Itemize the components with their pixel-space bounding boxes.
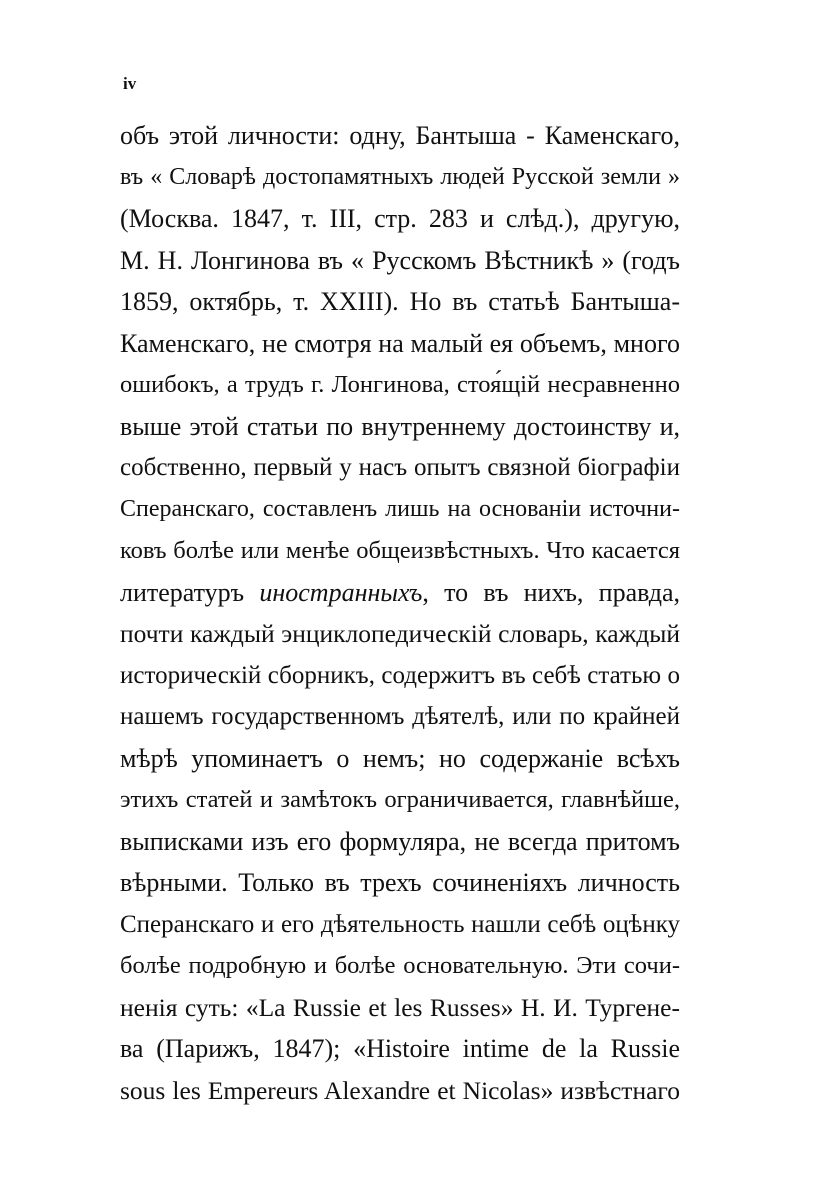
text-segment: литературъ	[120, 577, 260, 607]
text-line: Сперанскаго и его дѣятельность нашли себѣ оцѣнку	[120, 910, 680, 938]
text-line: (Москва. 1847, т. III, стр. 283 и слѣд.), другую,	[120, 204, 680, 233]
text-line: мѣрѣ упоминаетъ о немъ; но содержаніе всѣхъ	[120, 743, 680, 773]
text-line: болѣе подробную и болѣе основательную. Эти сочи-	[120, 952, 680, 979]
text-line: въ « Словарѣ достопамятныхъ людей Русской земли »	[120, 163, 680, 190]
text-line: Каменскаго, не смотря на малый ея объемъ, много	[120, 328, 680, 358]
text-line: ошибокъ, а трудъ г. Лонгинова, стоя́щій несравненно	[120, 371, 680, 398]
text-line: Сперанскаго, составленъ лишь на основаніи источни-	[120, 495, 680, 522]
text-line: ненія суть: «La Russie et les Russes» Н. И. Тургене-	[120, 992, 680, 1022]
text-line: ва (Парижъ, 1847); «Histoire intime de la Russie	[120, 1034, 680, 1063]
italic-word: иностранныхъ	[259, 577, 423, 607]
text-line: почти каждый энциклопедическій словарь, каждый	[120, 619, 680, 648]
text-line: 1859, октябрь, т. XXIII). Но въ статьѣ Бантыша-	[120, 287, 680, 316]
text-line: выписками изъ его формуляра, не всегда притомъ	[120, 826, 680, 856]
text-line: собственно, первый у насъ опытъ связной біографіи	[120, 454, 680, 481]
page-number: iv	[123, 74, 137, 93]
text-line: М. Н. Лонгинова въ « Русскомъ Вѣстникѣ » (годъ	[120, 245, 680, 275]
text-line: ковъ болѣе или менѣе общеизвѣстныхъ. Что касается	[120, 537, 680, 564]
text-line: историческій сборникъ, содержитъ въ себѣ статью о	[120, 661, 680, 689]
text-line: sous les Empereurs Alexandre et Nicolas» извѣстнаго	[120, 1075, 680, 1105]
text-line: вѣрными. Только въ трехъ сочиненіяхъ личность	[120, 868, 680, 897]
text-line: нашемъ государственномъ дѣятелѣ, или по крайней	[120, 703, 680, 730]
text-segment: , то въ нихъ, правда,	[422, 577, 681, 607]
text-line: выше этой статьи по внутреннему достоинству и,	[120, 411, 680, 441]
text-line-with-italic	[120, 572, 680, 614]
body-text	[120, 115, 680, 1111]
text-line: объ этой личности: одну, Бантыша - Каменскаго,	[120, 121, 680, 150]
text-line: этихъ статей и замѣтокъ ограничивается, главнѣйше,	[120, 786, 680, 813]
